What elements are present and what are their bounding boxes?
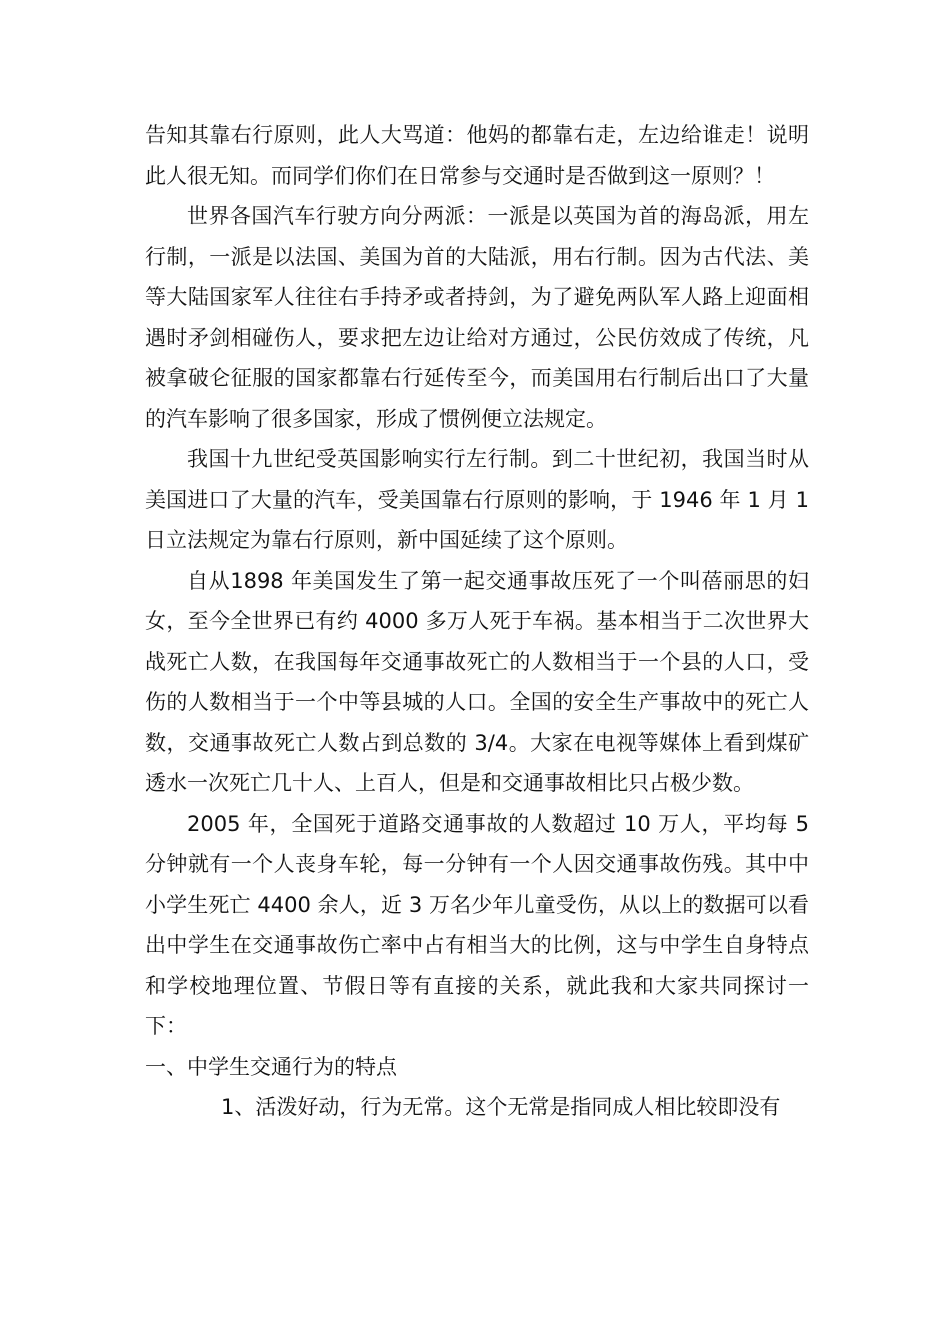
paragraph-china-history: 我国十九世纪受英国影响实行左行制。到二十世纪初，我国当时从美国进口了大量的汽车，受美国靠右行原则的影响，于 1946 年 1 月 1 日立法规定为靠右行原则，新中国延续了这个原则。	[145, 447, 809, 552]
paragraph-driving-sides: 世界各国汽车行驶方向分两派：一派是以英国为首的海岛派，用左行制，一派是以法国、美国为首的大陆派，用右行制。因为古代法、美等大陆国家军人往往右手持矛或者持剑，为了避免两队军人路上迎面相遇时矛剑相碰伤人，要求把左边让给对方通过，公民仿效成了传统，凡被拿破仑征服的国家都靠右行延传至今，而美国用右行制后出口了大量的汽车影响了很多国家，形成了惯例便立法规定。	[145, 204, 809, 431]
document-page	[145, 115, 809, 1128]
list-item-1: 1、活泼好动，行为无常。这个无常是指同成人相比较即没有	[221, 1095, 781, 1119]
paragraph-continued: 告知其靠右行原则，此人大骂道：他妈的都靠右走，左边给谁走！说明此人很无知。而同学们你们在日常参与交通时是否做到这一原则？！	[145, 123, 809, 188]
paragraph-2005-stats: 2005 年，全国死于道路交通事故的人数超过 10 万人，平均每 5 分钟就有一个人丧身车轮，每一分钟有一个人因交通事故伤残。其中中小学生死亡 4400 余人，近 3 万名少年儿童受伤，从以上的数据可以看出中学生在交通事故伤亡率中占有相当大的比例，这与中学生自身特点和学校地理位置、节假日等有直接的关系，就此我和大家共同探讨一下：	[145, 811, 809, 1038]
section-heading: 一、中学生交通行为的特点	[145, 1054, 397, 1079]
paragraph-accident-stats: 自从1898 年美国发生了第一起交通事故压死了一个叫蓓丽思的妇女，至今全世界已有约 4000 多万人死于车祸。基本相当于二次世界大战死亡人数，在我国每年交通事故死亡的人数相当于一个县的人口，受伤的人数相当于一个中等县城的人口。全国的安全生产事故中的死亡人数，交通事故死亡人数占到总数的 3/4。大家在电视等媒体上看到煤矿透水一次死亡几十人、上百人，但是和交通事故相比只占极少数。	[145, 568, 809, 795]
